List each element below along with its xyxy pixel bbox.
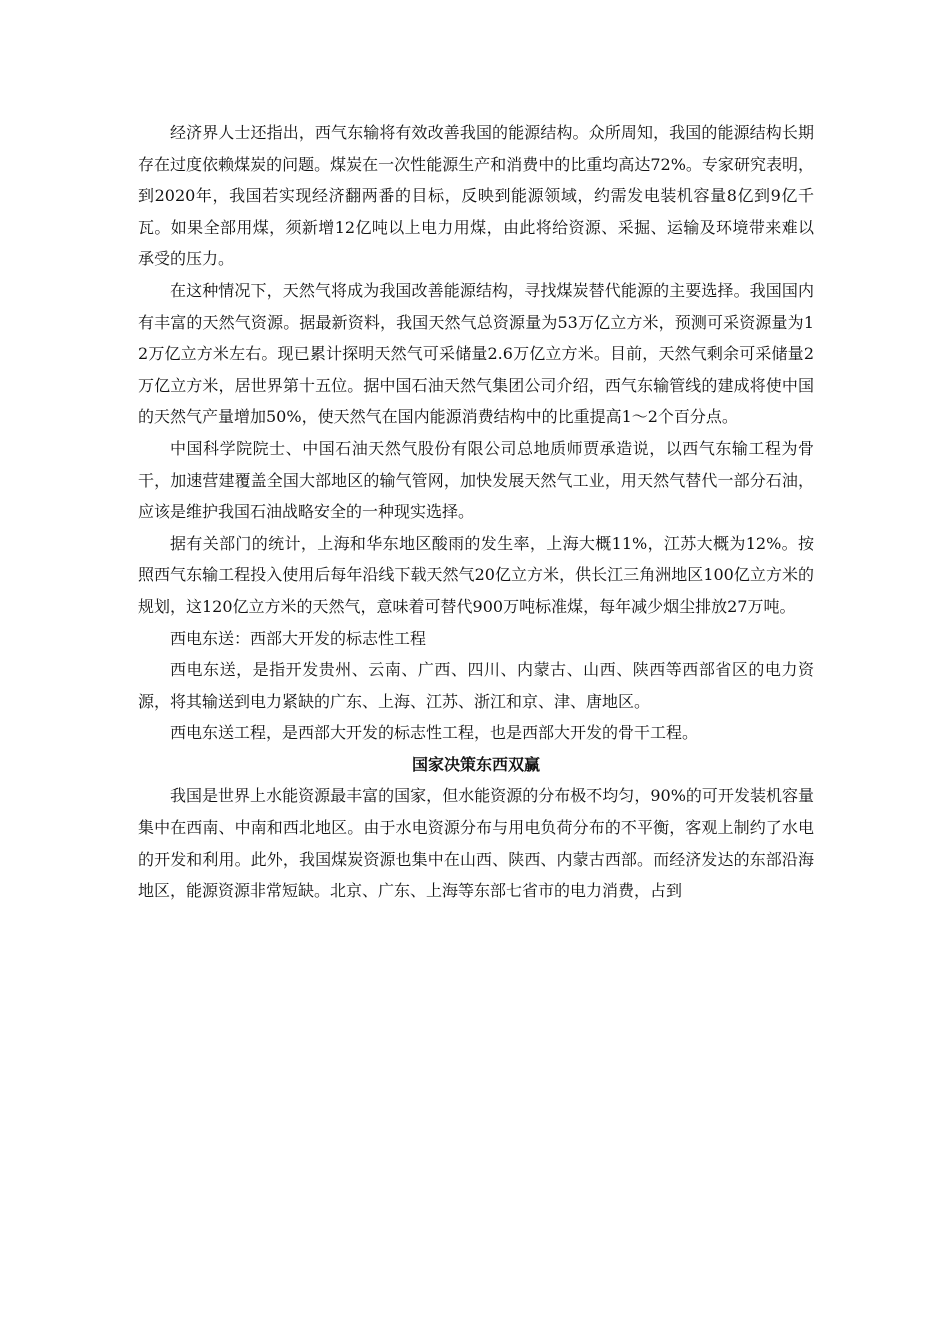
document-page xyxy=(138,117,814,907)
paragraph-acid-rain-statistics: 据有关部门的统计，上海和华东地区酸雨的发生率，上海大概11%，江苏大概为12%。按照西气东输工程投入使用后每年沿线下载天然气20亿立方米，供长江三角洲地区100亿立方米的规划，这120亿立方米的天然气，意味着可替代900万吨标准煤，每年减少烟尘排放27万吨。 xyxy=(138,533,814,616)
paragraph-natural-gas-resources: 在这种情况下，天然气将成为我国改善能源结构，寻找煤炭替代能源的主要选择。我国国内有丰富的天然气资源。据最新资料，我国天然气总资源量为53万亿立方米，预测可采资源量为12万亿立方米左右。现已累计探明天然气可采储量2.6万亿立方米。目前，天然气剩余可采储量2万亿立方米，居世界第十五位。据中国石油天然气集团公司介绍，西气东输管线的建成将使中国的天然气产量增加50%，使天然气在国内能源消费结构中的比重提高1～2个百分点。 xyxy=(138,280,814,427)
paragraph-hydropower-resources: 我国是世界上水能资源最丰富的国家，但水能资源的分布极不均匀，90%的可开发装机容量集中在西南、中南和西北地区。由于水电资源分布与用电负荷分布的不平衡，客观上制约了水电的开发和利用。此外，我国煤炭资源也集中在山西、陕西、内蒙古西部。而经济发达的东部沿海地区，能源资源非常短缺。北京、广东、上海等东部七省市的电力消费，占到 xyxy=(138,786,814,901)
paragraph-subtitle-west-east-power: 西电东送：西部大开发的标志性工程 xyxy=(170,628,427,648)
paragraph-academician-quote: 中国科学院院士、中国石油天然气股份有限公司总地质师贾承造说，以西气东输工程为骨干，加速营建覆盖全国大部地区的输气管网，加快发展天然气工业，用天然气替代一部分石油，应该是维护我国石油战略安全的一种现实选择。 xyxy=(138,438,814,522)
paragraph-landmark-project: 西电东送工程，是西部大开发的标志性工程，也是西部大开发的骨干工程。 xyxy=(170,723,699,743)
paragraph-energy-structure: 经济界人士还指出，西气东输将有效改善我国的能源结构。众所周知，我国的能源结构长期存在过度依赖煤炭的问题。煤炭在一次性能源生产和消费中的比重均高达72%。专家研究表明，到2020年，我国若实现经济翻两番的目标，反映到能源领域，约需发电装机容量8亿到9亿千瓦。如果全部用煤，须新增12亿吨以上电力用煤，由此将给资源、采掘、运输及环境带来难以承受的压力。 xyxy=(138,123,814,269)
paragraph-west-east-power-definition: 西电东送，是指开发贵州、云南、广西、四川、内蒙古、山西、陕西等西部省区的电力资源，将其输送到电力紧缺的广东、上海、江苏、浙江和京、津、唐地区。 xyxy=(138,660,814,711)
section-heading: 国家决策东西双赢 xyxy=(411,754,540,774)
